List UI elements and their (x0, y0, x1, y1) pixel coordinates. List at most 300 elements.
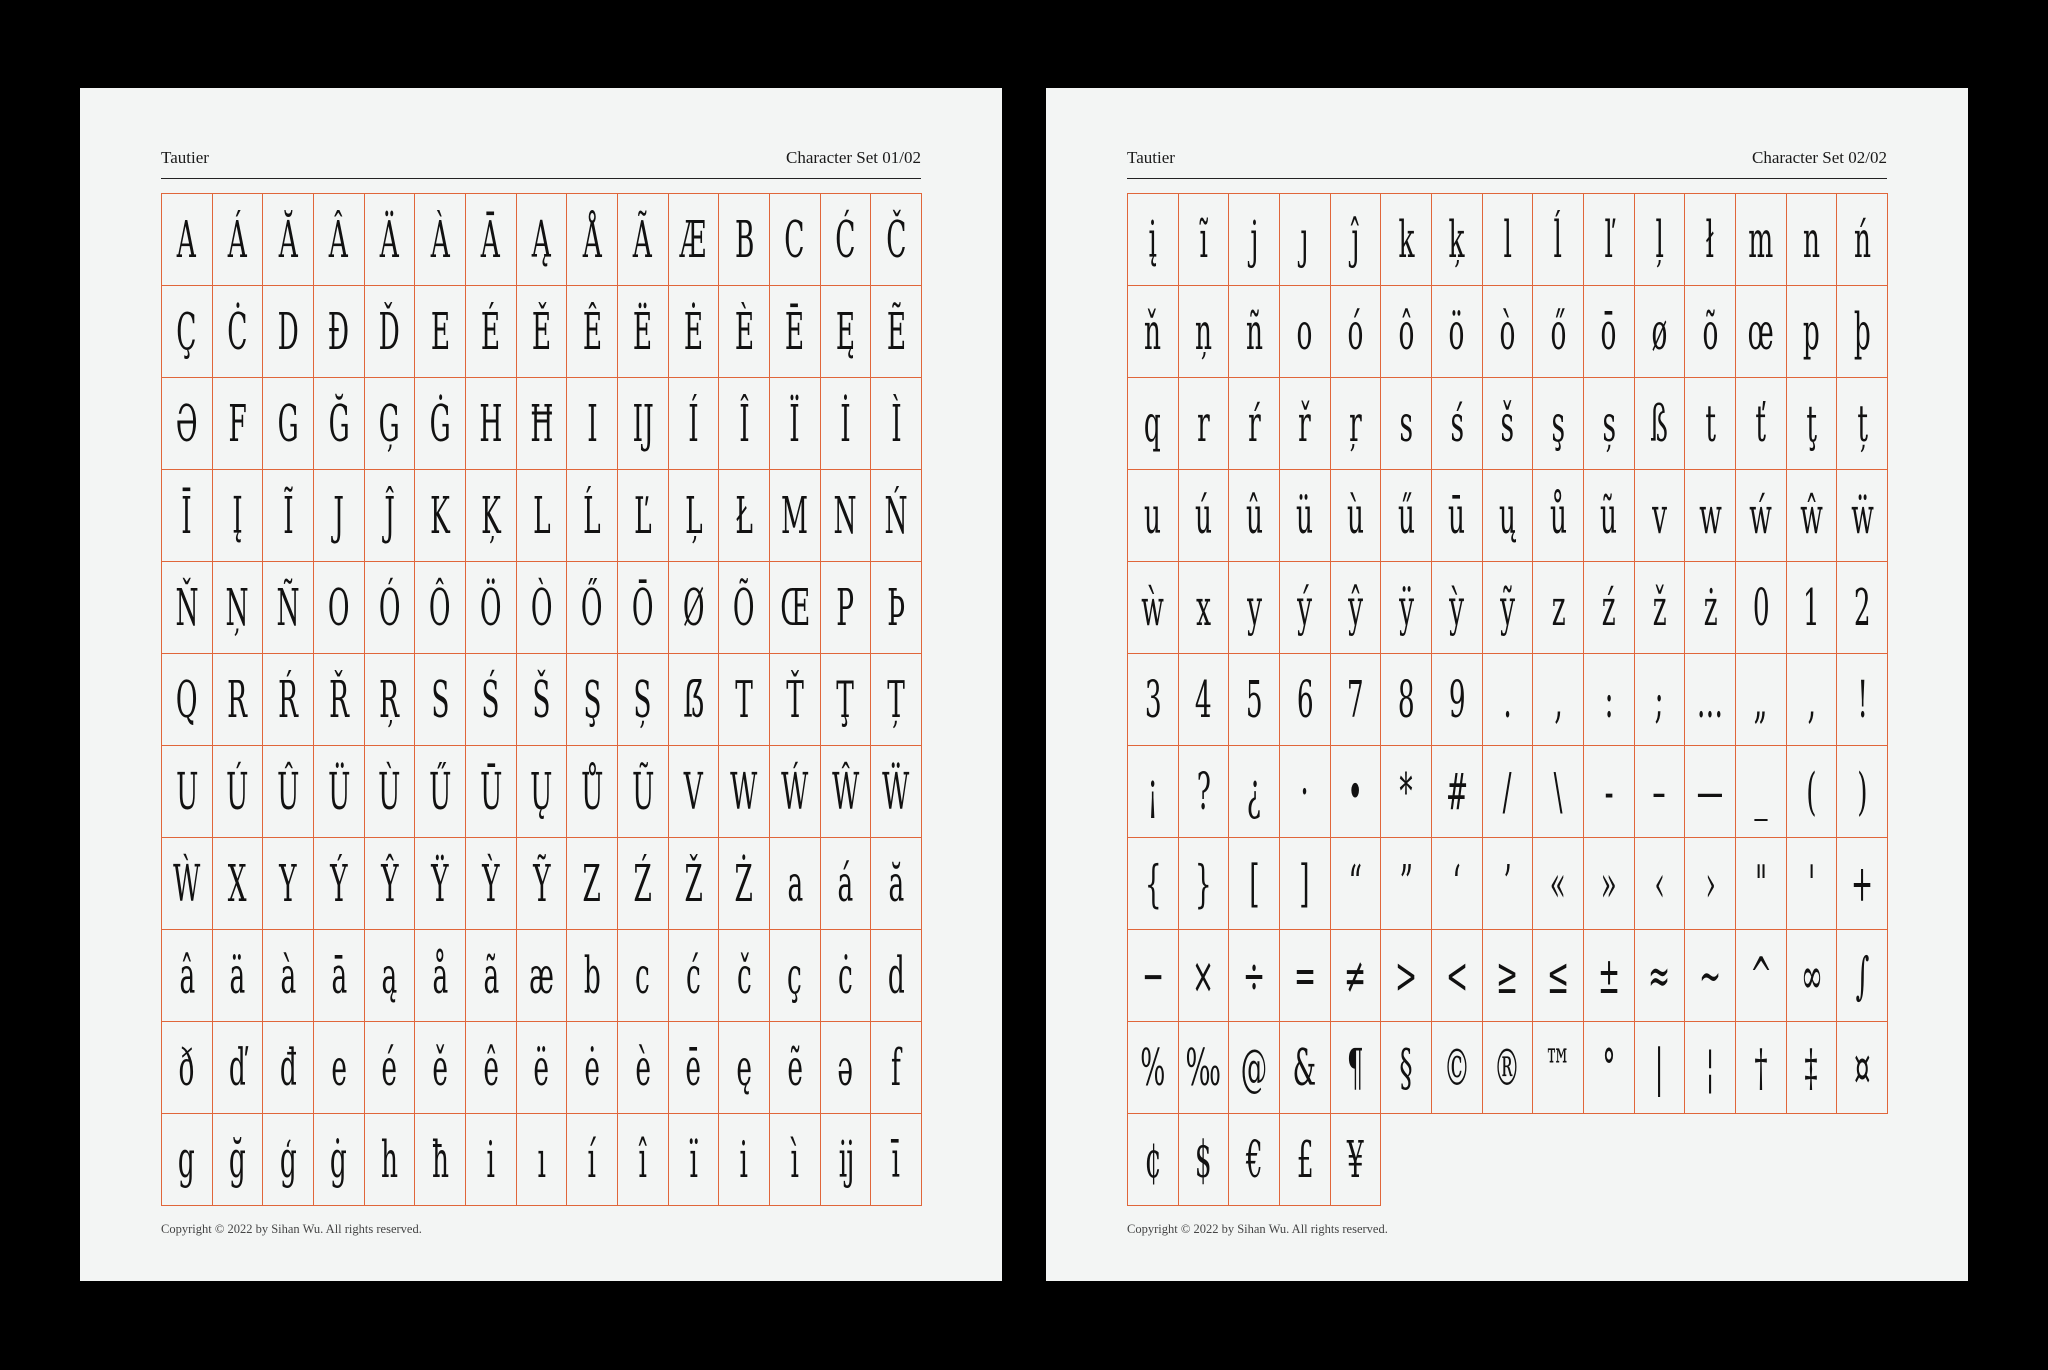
glyph: Ř (328, 670, 349, 729)
glyph: Ņ (225, 578, 250, 637)
glyph: ” (1399, 854, 1413, 913)
glyph-cell (669, 746, 720, 838)
glyph: 2 (1853, 578, 1871, 637)
glyph-cell (415, 470, 466, 562)
glyph: { (1144, 854, 1162, 913)
glyph-cell (1179, 378, 1230, 470)
glyph: ẁ (1141, 578, 1165, 637)
glyph-cell (669, 194, 720, 286)
glyph: ũ (1600, 486, 1618, 545)
glyph-cell (871, 930, 922, 1022)
glyph-cell (1381, 654, 1432, 746)
glyph: 3 (1144, 670, 1162, 729)
glyph-cell (1533, 286, 1584, 378)
glyph: § (1399, 1038, 1413, 1097)
glyph: ų (1498, 486, 1516, 545)
glyph-cell (1787, 1022, 1838, 1114)
glyph: O (327, 578, 350, 637)
glyph: ņ (1194, 302, 1212, 361)
glyph: £ (1296, 1130, 1314, 1189)
font-name: Tautier (1127, 148, 1175, 167)
glyph: Ț (887, 670, 905, 729)
glyph: ğ (229, 1130, 246, 1189)
copyright-footer: Copyright © 2022 by Sihan Wu. All rights reserved. (1127, 1222, 1388, 1236)
glyph-cell (567, 286, 618, 378)
glyph-cell (1331, 562, 1382, 654)
glyph: ą (381, 946, 398, 1005)
glyph: ŷ (1348, 578, 1363, 637)
glyph: ů (1549, 486, 1567, 545)
glyph: ż (1703, 578, 1718, 637)
glyph-cell (162, 286, 213, 378)
glyph-cell (719, 286, 770, 378)
glyph: Q (175, 670, 198, 729)
glyph-cell (517, 746, 568, 838)
glyph-cell (162, 470, 213, 562)
glyph: K (430, 486, 451, 545)
glyph: Ŕ (278, 670, 299, 729)
glyph-cell (314, 746, 365, 838)
glyph: Ù (378, 762, 401, 821)
glyph: þ (1853, 302, 1871, 361)
glyph-cell (1128, 838, 1179, 930)
glyph-cell (517, 1114, 568, 1206)
glyph-cell (466, 930, 517, 1022)
glyph: _ (1754, 762, 1768, 821)
glyph: Ỳ (482, 854, 500, 913)
glyph-cell (517, 1022, 568, 1114)
glyph: Ė (683, 302, 704, 361)
glyph-cell (1280, 654, 1331, 746)
glyph-cell (1331, 194, 1382, 286)
glyph: â (178, 946, 195, 1005)
glyph-cell (1483, 194, 1534, 286)
glyph-cell (821, 930, 872, 1022)
glyph-cell (263, 654, 314, 746)
glyph-cell (567, 838, 618, 930)
glyph-cell (1331, 378, 1382, 470)
glyph: “ (1348, 854, 1363, 913)
glyph: ï (689, 1130, 698, 1189)
glyph-cell (1128, 1114, 1179, 1206)
glyph-cell (669, 378, 720, 470)
glyph-cell (1280, 1114, 1331, 1206)
glyph-cell (1584, 654, 1635, 746)
glyph: · (1300, 762, 1310, 821)
glyph: D (277, 302, 299, 361)
glyph-cell (618, 654, 669, 746)
glyph-cell (1787, 746, 1838, 838)
glyph-cell (415, 194, 466, 286)
glyph-cell (669, 654, 720, 746)
glyph-cell (162, 654, 213, 746)
glyph: Ú (226, 762, 249, 821)
glyph: : (1604, 670, 1614, 729)
glyph-cell (466, 1114, 517, 1206)
glyph-cell (1432, 1022, 1483, 1114)
glyph: ? (1196, 762, 1211, 821)
glyph-cell (263, 1022, 314, 1114)
glyph: Š (532, 670, 551, 729)
glyph: 0 (1752, 578, 1770, 637)
glyph: Ş (583, 670, 602, 729)
glyph: Å (582, 210, 602, 269)
glyph-cell (1432, 562, 1483, 654)
glyph-cell (719, 930, 770, 1022)
glyph: — (1696, 762, 1724, 821)
glyph-cell (1685, 654, 1736, 746)
sheet-title: Character Set 02/02 (1751, 148, 1887, 167)
glyph-cell (263, 1114, 314, 1206)
glyph: Ñ (276, 578, 300, 637)
glyph-cell (719, 654, 770, 746)
glyph: ș (1602, 394, 1616, 453)
glyph-cell (314, 930, 365, 1022)
glyph-cell (1787, 194, 1838, 286)
glyph-cell (1533, 654, 1584, 746)
glyph-cell (821, 286, 872, 378)
glyph: Ŷ (380, 854, 399, 913)
glyph: Č (886, 210, 907, 269)
glyph: i (486, 1130, 496, 1189)
glyph-cell (365, 838, 416, 930)
glyph-cell (213, 746, 264, 838)
header-rule (1127, 178, 1887, 179)
glyph: ë (533, 1038, 550, 1097)
glyph-cell (567, 470, 618, 562)
glyph-cell (1128, 930, 1179, 1022)
glyph-cell (567, 1022, 618, 1114)
glyph: Ą (531, 210, 552, 269)
glyph-cell (365, 562, 416, 654)
glyph-cell (1179, 930, 1230, 1022)
glyph: Ỹ (532, 854, 551, 913)
glyph-cell (1331, 930, 1382, 1022)
glyph-cell (1736, 470, 1787, 562)
glyph: … (1696, 670, 1724, 729)
glyph-cell (365, 194, 416, 286)
glyph-cell (1533, 194, 1584, 286)
glyph: ỹ (1500, 578, 1515, 637)
glyph-cell (1179, 470, 1230, 562)
glyph: ã (482, 946, 499, 1005)
glyph-cell (1381, 930, 1432, 1022)
glyph-cell (365, 378, 416, 470)
glyph-cell (314, 378, 365, 470)
glyph-cell (365, 1022, 416, 1114)
glyph-cell (871, 838, 922, 930)
glyph-cell (871, 562, 922, 654)
glyph: „ (1753, 670, 1768, 729)
glyph: h (380, 1130, 398, 1189)
glyph: f (891, 1038, 902, 1097)
glyph-cell (1837, 562, 1888, 654)
glyph-cell (314, 470, 365, 562)
glyph: ȷ (1300, 210, 1309, 269)
glyph: Ä (379, 210, 400, 269)
glyph-cell (263, 746, 314, 838)
glyph: í (587, 1130, 597, 1189)
glyph-cell (1837, 194, 1888, 286)
glyph: Ô (429, 578, 451, 637)
glyph: • (1347, 762, 1364, 821)
glyph-cell (1128, 746, 1179, 838)
glyph-cell (213, 286, 264, 378)
glyph-cell (1179, 746, 1230, 838)
glyph-cell (365, 654, 416, 746)
copyright-footer: Copyright © 2022 by Sihan Wu. All rights reserved. (161, 1222, 422, 1236)
glyph: ş (1551, 394, 1565, 453)
glyph: Þ (887, 578, 906, 637)
glyph: ẞ (682, 670, 705, 729)
glyph: ă (888, 854, 905, 913)
glyph: ł (1705, 210, 1715, 269)
glyph: ¥ (1347, 1130, 1364, 1189)
glyph-cell (719, 562, 770, 654)
glyph-cell (263, 562, 314, 654)
glyph-cell (1584, 194, 1635, 286)
glyph-grid (161, 193, 922, 1206)
glyph-cell (1837, 1022, 1888, 1114)
glyph-cell (263, 930, 314, 1022)
glyph: Ź (633, 854, 652, 913)
glyph-cell (871, 654, 922, 746)
glyph: É (481, 302, 501, 361)
glyph-cell (1483, 746, 1534, 838)
glyph-cell (1331, 470, 1382, 562)
glyph: Ę (835, 302, 856, 361)
glyph: ı (537, 1130, 546, 1189)
glyph: & (1293, 1038, 1317, 1097)
glyph: ľ (1604, 210, 1614, 269)
glyph-cell (1787, 286, 1838, 378)
glyph-cell (415, 930, 466, 1022)
glyph-grid (1127, 193, 1888, 1206)
font-name: Tautier (161, 148, 209, 167)
glyph: Ģ (378, 394, 401, 453)
glyph: ê (483, 1038, 499, 1097)
glyph-cell (415, 378, 466, 470)
glyph: Œ (779, 578, 810, 637)
glyph-cell (1837, 378, 1888, 470)
glyph-cell (1229, 470, 1280, 562)
glyph-cell (263, 838, 314, 930)
glyph: ø (1651, 302, 1668, 361)
glyph: ≈ (1648, 946, 1671, 1005)
glyph-cell (1381, 562, 1432, 654)
glyph-cell (1128, 378, 1179, 470)
glyph-cell (1483, 378, 1534, 470)
glyph-cell (1381, 1022, 1432, 1114)
glyph: ĩ (1199, 210, 1208, 269)
glyph: < (1445, 946, 1468, 1005)
glyph: ‹ (1654, 854, 1665, 913)
glyph-cell (770, 562, 821, 654)
glyph: – (1652, 762, 1667, 821)
glyph: I (586, 394, 598, 453)
glyph: Ê (582, 302, 602, 361)
glyph-cell (415, 838, 466, 930)
glyph-cell (1229, 930, 1280, 1022)
glyph: û (1245, 486, 1263, 545)
glyph: Ż (734, 854, 754, 913)
glyph: ò (1499, 302, 1516, 361)
glyph: Ó (378, 578, 401, 637)
glyph: Ü (327, 762, 350, 821)
glyph: Ș (633, 670, 652, 729)
glyph-cell (1432, 838, 1483, 930)
glyph-cell (1381, 838, 1432, 930)
glyph: " (1754, 854, 1767, 913)
glyph: Ł (735, 486, 753, 545)
glyph-cell (365, 286, 416, 378)
glyph-cell (1432, 746, 1483, 838)
glyph-cell (1685, 378, 1736, 470)
glyph-cell (719, 378, 770, 470)
glyph-cell (517, 194, 568, 286)
glyph-cell (213, 194, 264, 286)
glyph: ™ (1544, 1038, 1572, 1097)
glyph-cell (618, 838, 669, 930)
glyph: ~ (1699, 946, 1722, 1005)
glyph: v (1652, 486, 1667, 545)
glyph: ñ (1245, 302, 1263, 361)
glyph: E (430, 302, 450, 361)
glyph: ī (891, 1130, 901, 1189)
glyph-cell (162, 838, 213, 930)
glyph: * (1399, 762, 1413, 821)
glyph-cell (1229, 1114, 1280, 1206)
glyph-cell (1635, 1022, 1686, 1114)
glyph-cell (719, 746, 770, 838)
glyph-cell (1280, 930, 1331, 1022)
glyph: ' (1807, 854, 1816, 913)
glyph-cell (618, 378, 669, 470)
glyph: ß (1650, 394, 1669, 453)
glyph-cell (669, 1114, 720, 1206)
glyph: ď (229, 1038, 246, 1097)
glyph-cell (1787, 654, 1838, 746)
glyph: ỳ (1449, 578, 1465, 637)
sheet-header (1127, 146, 1887, 168)
glyph: ž (1652, 578, 1667, 637)
glyph: Ń (884, 486, 908, 545)
glyph: ≥ (1496, 946, 1519, 1005)
glyph: ķ (1448, 210, 1465, 269)
glyph: ≠ (1344, 946, 1367, 1005)
glyph: Z (582, 854, 602, 913)
glyph: - (1604, 762, 1614, 821)
glyph-cell (1635, 930, 1686, 1022)
glyph: ű (1397, 486, 1415, 545)
glyph: š (1500, 394, 1515, 453)
glyph: Ẁ (173, 854, 201, 913)
glyph-cell (1787, 838, 1838, 930)
glyph-cell (415, 1022, 466, 1114)
glyph-cell (314, 1114, 365, 1206)
glyph-cell (1736, 930, 1787, 1022)
glyph-cell (1229, 654, 1280, 746)
glyph-cell (1280, 470, 1331, 562)
glyph: ) (1857, 762, 1868, 821)
glyph-cell (365, 746, 416, 838)
glyph: Ć (835, 210, 856, 269)
glyph-cell (263, 470, 314, 562)
glyph: a (786, 854, 803, 913)
glyph-cell (1685, 562, 1736, 654)
glyph-cell (1533, 930, 1584, 1022)
glyph: È (734, 302, 754, 361)
glyph-cell (1635, 838, 1686, 930)
glyph: − (1141, 946, 1164, 1005)
glyph-cell (213, 654, 264, 746)
glyph: X (228, 854, 247, 913)
glyph-cell (770, 1114, 821, 1206)
glyph-cell (263, 378, 314, 470)
glyph: ÷ (1243, 946, 1266, 1005)
glyph-cell (871, 470, 922, 562)
glyph-cell (1381, 746, 1432, 838)
glyph-cell (1229, 286, 1280, 378)
glyph: ŗ (1349, 394, 1362, 453)
glyph-cell (1128, 286, 1179, 378)
glyph-cell (821, 194, 872, 286)
glyph: č (736, 946, 752, 1005)
glyph: Ű (429, 762, 452, 821)
glyph: ’ (1503, 854, 1512, 913)
glyph-cell (1331, 286, 1382, 378)
glyph-cell (1533, 470, 1584, 562)
glyph: ļ (1655, 210, 1664, 269)
glyph: × (1192, 946, 1215, 1005)
glyph: ę (736, 1038, 752, 1097)
glyph: ¿ (1247, 762, 1262, 821)
glyph: Ĺ (583, 486, 601, 545)
glyph-cell (719, 1022, 770, 1114)
glyph: ź (1601, 578, 1616, 637)
glyph-cell (1483, 654, 1534, 746)
glyph: ř (1298, 394, 1312, 453)
glyph-cell (162, 1114, 213, 1206)
glyph-cell (517, 930, 568, 1022)
glyph: Ŗ (379, 670, 400, 729)
glyph: ‚ (1807, 670, 1816, 729)
glyph-cell (1381, 378, 1432, 470)
glyph-cell (1128, 562, 1179, 654)
glyph-cell (517, 654, 568, 746)
glyph: ẽ (787, 1038, 803, 1097)
glyph: # (1445, 762, 1468, 821)
glyph: Ţ (836, 670, 855, 729)
glyph: Â (329, 210, 349, 269)
glyph: | (1655, 1038, 1664, 1097)
glyph: Ō (631, 578, 654, 637)
glyph-cell (1229, 378, 1280, 470)
glyph-cell (1179, 194, 1230, 286)
glyph: ® (1494, 1038, 1521, 1097)
glyph: 6 (1296, 670, 1314, 729)
glyph: Ķ (480, 486, 501, 545)
glyph: ẃ (1749, 486, 1773, 545)
glyph-cell (669, 286, 720, 378)
glyph-cell (1685, 286, 1736, 378)
glyph: N (833, 486, 858, 545)
glyph-cell (669, 838, 720, 930)
glyph: Y (279, 854, 297, 913)
glyph-cell (1685, 930, 1736, 1022)
glyph-cell (1736, 378, 1787, 470)
glyph-cell (1685, 746, 1736, 838)
